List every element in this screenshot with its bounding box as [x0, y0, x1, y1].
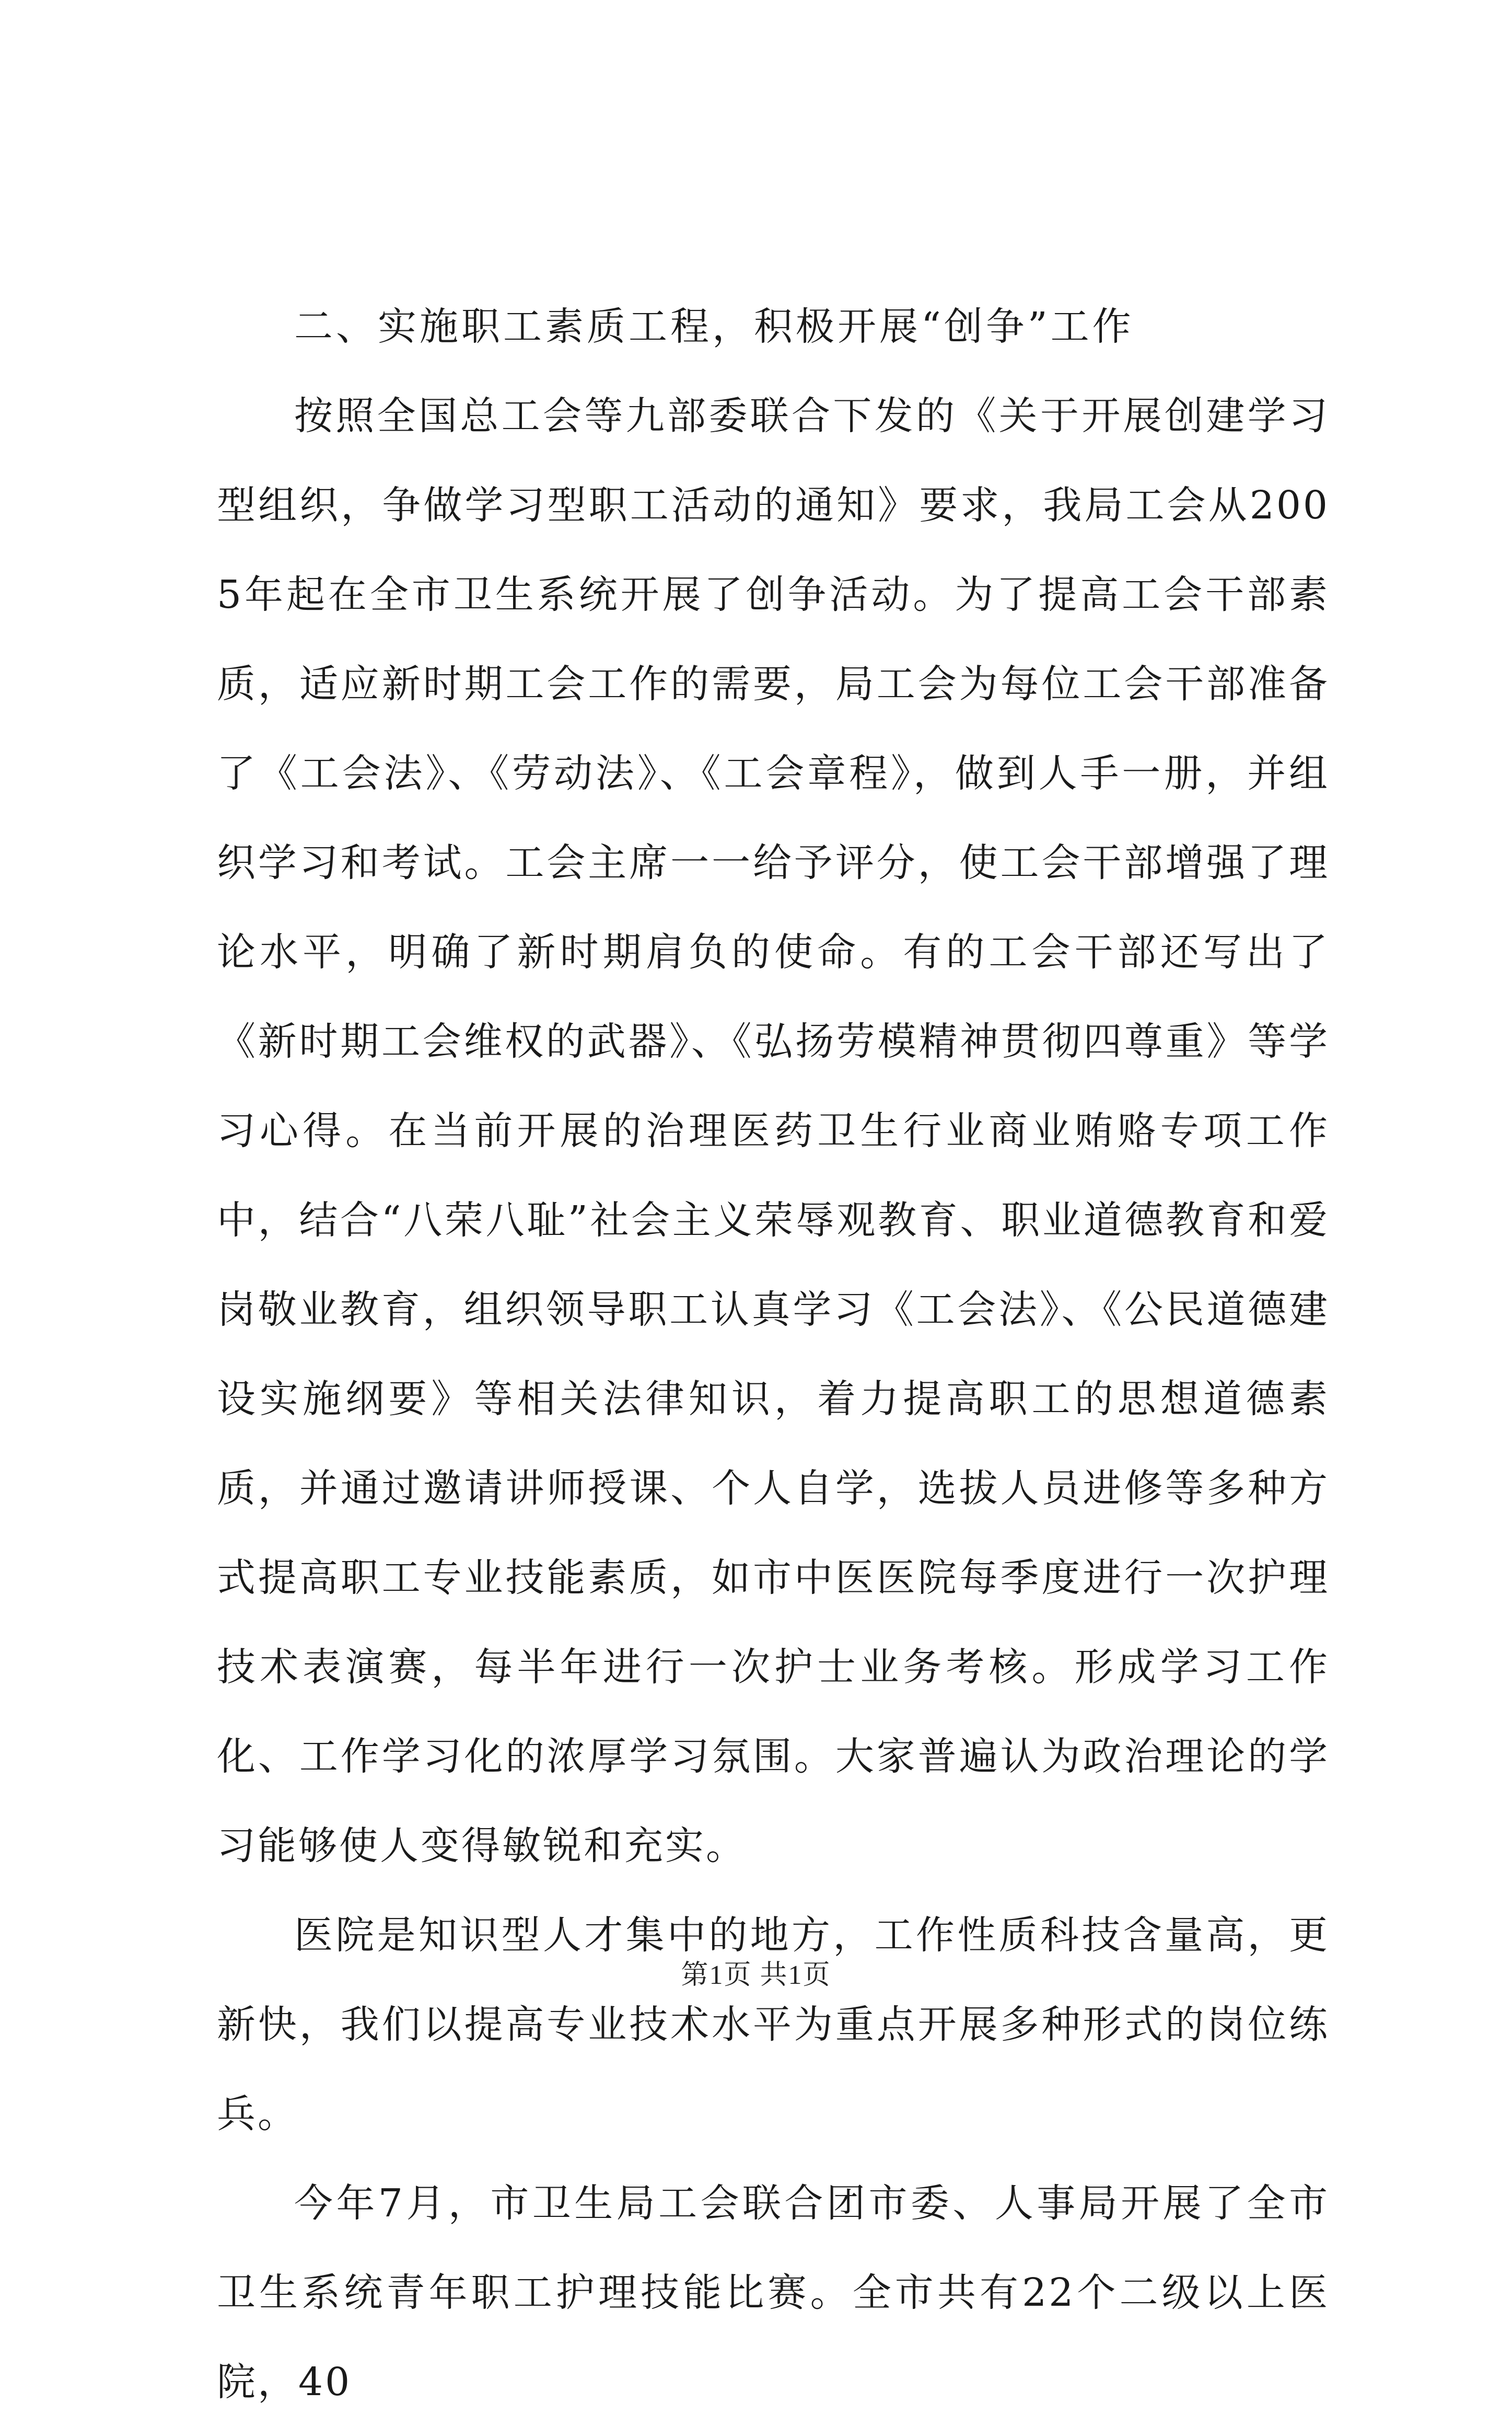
paragraph-hospital-training: 医院是知识型人才集中的地方，工作性质科技含量高，更新快，我们以提高专业技术水平为重点开展多种形式的岗位练兵。: [217, 1913, 1330, 2136]
document-body: [217, 282, 1330, 2427]
paragraph-creation-activity: 按照全国总工会等九部委联合下发的《关于开展创建学习型组织，争做学习型职工活动的通知》要求，我局工会从2005年起在全市卫生系统开展了创争活动。为了提高工会干部素质，适应新时期工会工作的需要，局工会为每位工会干部准备了《工会法》、《劳动法》、《工会章程》，做到人手一册，并组织学习和考试。工会主席一一给予评分，使工会干部增强了理论水平，明确了新时期肩负的使命。有的工会干部还写出了《新时期工会维权的武器》、《弘扬劳模精神贯彻四尊重》等学习心得。在当前开展的治理医药卫生行业商业贿赂专项工作中，结合“八荣八耻”社会主义荣辱观教育、职业道德教育和爱岗敬业教育，组织领导职工认真学习《工会法》、《公民道德建设实施纲要》等相关法律知识，着力提高职工的思想道德素质，并通过邀请讲师授课、个人自学，选拔人员进修等多种方式提高职工专业技能素质，如市中医医院每季度进行一次护理技术表演赛，每半年进行一次护士业务考核。形成学习工作化、工作学习化的浓厚学习氛围。大家普遍认为政治理论的学习能够使人变得敏锐和充实。: [217, 394, 1330, 1868]
page-number-footer: 第1页 共1页: [681, 1960, 831, 1990]
paragraph-nursing-competition: 今年7月，市卫生局工会联合团市委、人事局开展了全市卫生系统青年职工护理技能比赛。全市共有22个二级以上医院，40: [217, 2181, 1330, 2405]
section-heading: 二、实施职工素质工程，积极开展“创争”工作: [294, 304, 1134, 349]
